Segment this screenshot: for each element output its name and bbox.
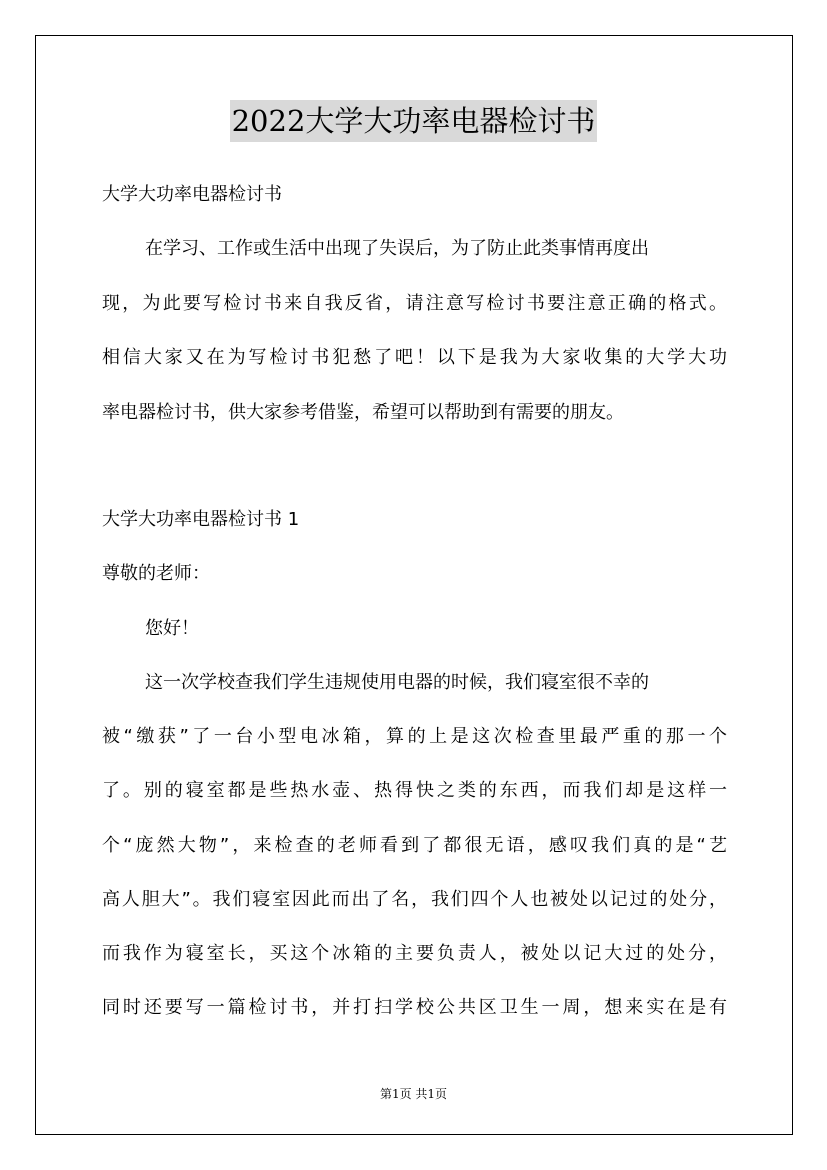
document-subtitle: 大学大功率电器检讨书: [102, 184, 282, 205]
intro-line-1: 在学习、工作或生活中出现了失误后，为了防止此类事情再度出: [145, 238, 649, 259]
body-line-3: 了。别的寝室都是些热水壶、热得快之类的东西，而我们却是这样一: [102, 780, 727, 801]
intro-line-2: 现，为此要写检讨书来自我反省，请注意写检讨书要注意正确的格式。: [102, 293, 727, 314]
intro-line-3: 相信大家又在为写检讨书犯愁了吧！以下是我为大家收集的大学大功: [102, 347, 727, 368]
body-line-4: 个“庞然大物”，来检查的老师看到了都很无语，感叹我们真的是“艺: [102, 835, 727, 856]
greeting: 您好！: [145, 618, 199, 639]
document-title: 2022大学大功率电器检讨书: [230, 100, 598, 142]
body-line-1: 这一次学校查我们学生违规使用电器的时候，我们寝室很不幸的: [145, 672, 649, 693]
document-title-wrap: [0, 100, 827, 142]
body-line-6: 而我作为寝室长，买这个冰箱的主要负责人，被处以记大过的处分，: [102, 943, 727, 964]
body-line-7: 同时还要写一篇检讨书，并打扫学校公共区卫生一周，想来实在是有: [102, 997, 727, 1018]
intro-line-4: 率电器检讨书，供大家参考借鉴，希望可以帮助到有需要的朋友。: [102, 402, 624, 423]
section-heading: 大学大功率电器检讨书 1: [102, 509, 300, 530]
body-line-2: 被“缴获”了一台小型电冰箱，算的上是这次检查里最严重的那一个: [102, 726, 727, 747]
salutation: 尊敬的老师：: [102, 563, 210, 584]
page-footer: 第1页 共1页: [379, 1087, 448, 1101]
body-line-5: 高人胆大”。我们寝室因此而出了名，我们四个人也被处以记过的处分，: [102, 889, 727, 910]
